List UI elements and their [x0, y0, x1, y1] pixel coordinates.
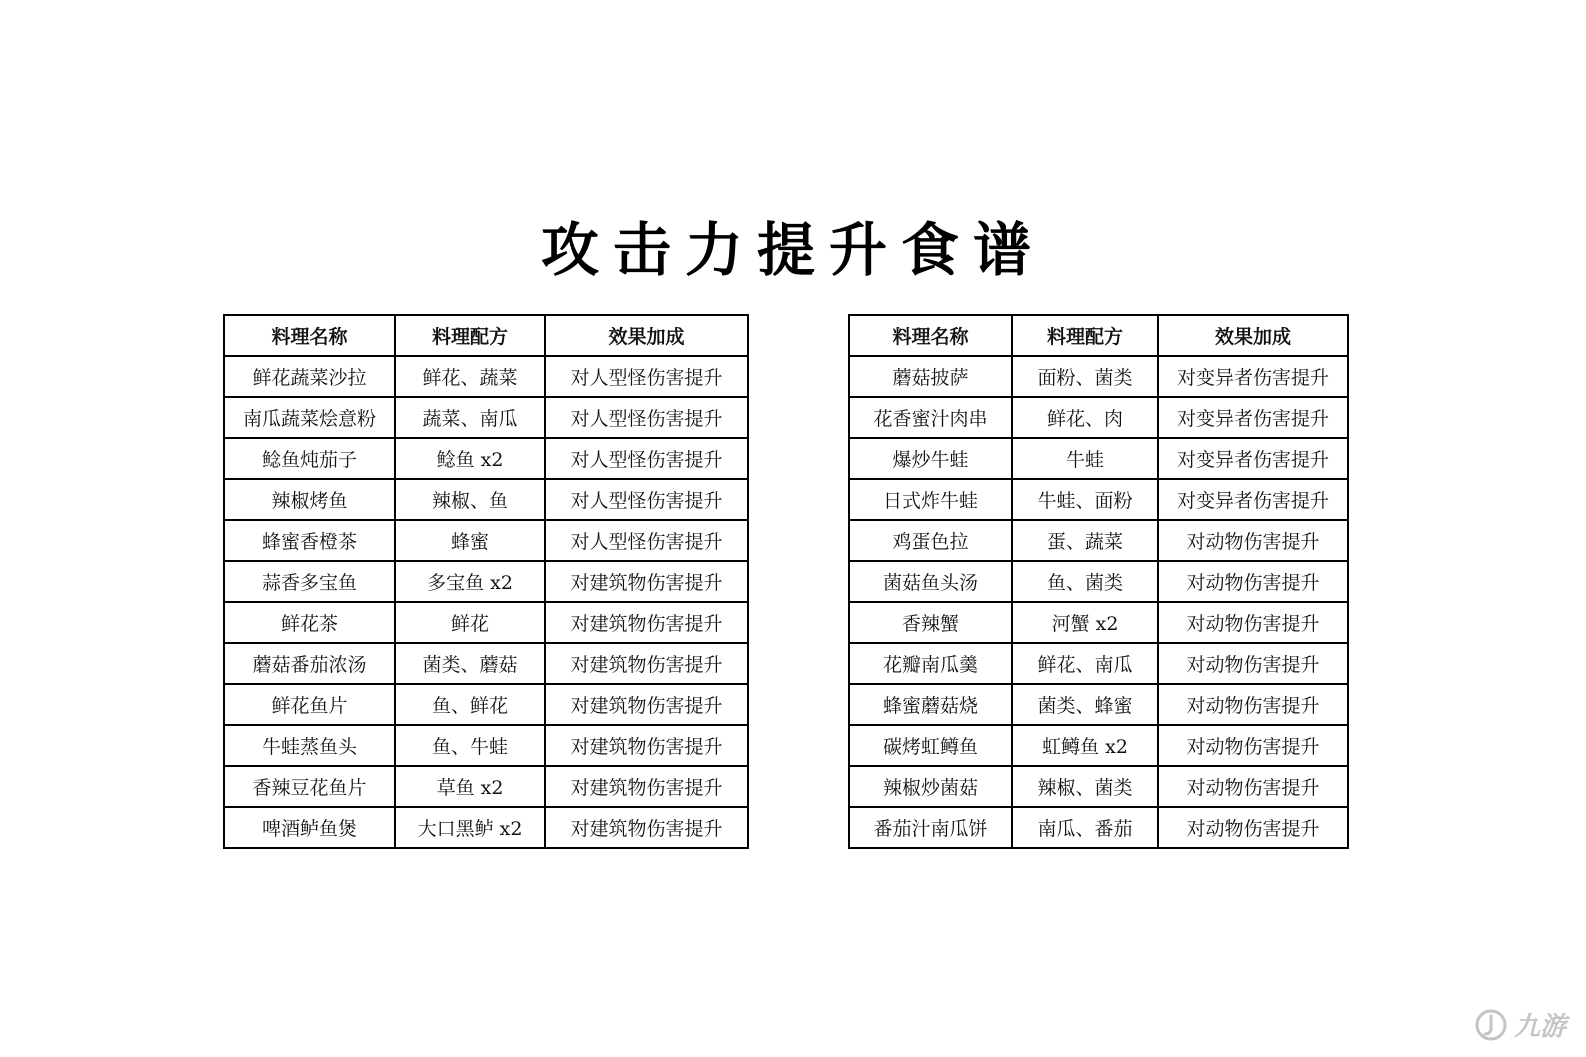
cell-effect: 对人型怪伤害提升	[545, 520, 748, 561]
watermark-text: 九游	[1513, 1012, 1566, 1042]
cell-recipe: 辣椒、菌类	[1012, 766, 1158, 807]
cell-effect: 对人型怪伤害提升	[545, 438, 748, 479]
table-row	[849, 479, 1348, 520]
cell-dish-name: 蒜香多宝鱼	[224, 561, 395, 602]
table-row	[849, 684, 1348, 725]
table-row	[849, 397, 1348, 438]
table-row	[224, 807, 748, 848]
recipe-table-left	[223, 314, 749, 849]
cell-dish-name: 番茄汁南瓜饼	[849, 807, 1012, 848]
header-dish-name: 料理名称	[224, 315, 395, 356]
cell-recipe: 鱼、鲜花	[395, 684, 545, 725]
header-recipe: 料理配方	[395, 315, 545, 356]
table-row	[849, 561, 1348, 602]
cell-recipe: 菌类、蘑菇	[395, 643, 545, 684]
table-row	[224, 561, 748, 602]
table-row	[849, 643, 1348, 684]
cell-effect: 对建筑物伤害提升	[545, 561, 748, 602]
cell-dish-name: 鲜花蔬菜沙拉	[224, 356, 395, 397]
table-row	[224, 602, 748, 643]
table-row	[224, 643, 748, 684]
cell-dish-name: 牛蛙蒸鱼头	[224, 725, 395, 766]
cell-effect: 对建筑物伤害提升	[545, 643, 748, 684]
cell-recipe: 鱼、菌类	[1012, 561, 1158, 602]
cell-recipe: 蔬菜、南瓜	[395, 397, 545, 438]
cell-effect: 对建筑物伤害提升	[545, 766, 748, 807]
cell-dish-name: 鸡蛋色拉	[849, 520, 1012, 561]
cell-dish-name: 菌菇鱼头汤	[849, 561, 1012, 602]
cell-recipe: 辣椒、鱼	[395, 479, 545, 520]
cell-effect: 对动物伤害提升	[1158, 807, 1348, 848]
recipe-table-right	[848, 314, 1349, 849]
cell-recipe: 虹鳟鱼 x2	[1012, 725, 1158, 766]
cell-dish-name: 辣椒炒菌菇	[849, 766, 1012, 807]
table-header-row	[224, 315, 748, 356]
cell-recipe: 鲜花	[395, 602, 545, 643]
page-title: 攻击力提升食谱	[540, 216, 1045, 284]
table-row	[224, 766, 748, 807]
cell-effect: 对建筑物伤害提升	[545, 725, 748, 766]
header-effect: 效果加成	[545, 315, 748, 356]
cell-dish-name: 鲶鱼炖茄子	[224, 438, 395, 479]
cell-effect: 对变异者伤害提升	[1158, 356, 1348, 397]
watermark	[1474, 1006, 1566, 1043]
table-row	[224, 684, 748, 725]
cell-dish-name: 爆炒牛蛙	[849, 438, 1012, 479]
cell-effect: 对人型怪伤害提升	[545, 479, 748, 520]
table-row	[224, 479, 748, 520]
cell-dish-name: 香辣蟹	[849, 602, 1012, 643]
cell-effect: 对建筑物伤害提升	[545, 807, 748, 848]
cell-dish-name: 辣椒烤鱼	[224, 479, 395, 520]
cell-recipe: 南瓜、番茄	[1012, 807, 1158, 848]
cell-effect: 对动物伤害提升	[1158, 725, 1348, 766]
cell-recipe: 蜂蜜	[395, 520, 545, 561]
cell-recipe: 鱼、牛蛙	[395, 725, 545, 766]
cell-recipe: 鲜花、南瓜	[1012, 643, 1158, 684]
cell-dish-name: 花瓣南瓜羹	[849, 643, 1012, 684]
cell-effect: 对变异者伤害提升	[1158, 438, 1348, 479]
cell-recipe: 面粉、菌类	[1012, 356, 1158, 397]
cell-dish-name: 鲜花鱼片	[224, 684, 395, 725]
cell-recipe: 牛蛙、面粉	[1012, 479, 1158, 520]
cell-recipe: 蛋、蔬菜	[1012, 520, 1158, 561]
table-row	[224, 520, 748, 561]
cell-recipe: 牛蛙	[1012, 438, 1158, 479]
cell-recipe: 鲜花、肉	[1012, 397, 1158, 438]
table-row	[849, 356, 1348, 397]
table-row	[849, 602, 1348, 643]
cell-effect: 对动物伤害提升	[1158, 602, 1348, 643]
cell-dish-name: 蜂蜜香橙茶	[224, 520, 395, 561]
cell-recipe: 鲜花、蔬菜	[395, 356, 545, 397]
cell-dish-name: 蜂蜜蘑菇烧	[849, 684, 1012, 725]
cell-dish-name: 日式炸牛蛙	[849, 479, 1012, 520]
header-recipe: 料理配方	[1012, 315, 1158, 356]
cell-effect: 对人型怪伤害提升	[545, 356, 748, 397]
table-row	[849, 438, 1348, 479]
cell-recipe: 大口黑鲈 x2	[395, 807, 545, 848]
cell-effect: 对人型怪伤害提升	[545, 397, 748, 438]
cell-recipe: 多宝鱼 x2	[395, 561, 545, 602]
cell-effect: 对动物伤害提升	[1158, 520, 1348, 561]
cell-effect: 对动物伤害提升	[1158, 643, 1348, 684]
cell-effect: 对变异者伤害提升	[1158, 397, 1348, 438]
table-row	[224, 356, 748, 397]
table-header-row	[849, 315, 1348, 356]
cell-dish-name: 碳烤虹鳟鱼	[849, 725, 1012, 766]
cell-dish-name: 南瓜蔬菜烩意粉	[224, 397, 395, 438]
table-row	[849, 520, 1348, 561]
table-row	[849, 725, 1348, 766]
cell-effect: 对动物伤害提升	[1158, 766, 1348, 807]
cell-effect: 对动物伤害提升	[1158, 561, 1348, 602]
header-effect: 效果加成	[1158, 315, 1348, 356]
cell-dish-name: 香辣豆花鱼片	[224, 766, 395, 807]
table-row	[224, 725, 748, 766]
cell-effect: 对建筑物伤害提升	[545, 602, 748, 643]
cell-dish-name: 鲜花茶	[224, 602, 395, 643]
cell-dish-name: 花香蜜汁肉串	[849, 397, 1012, 438]
table-row	[224, 438, 748, 479]
cell-effect: 对变异者伤害提升	[1158, 479, 1348, 520]
cell-effect: 对建筑物伤害提升	[545, 684, 748, 725]
cell-dish-name: 啤酒鲈鱼煲	[224, 807, 395, 848]
table-row	[849, 766, 1348, 807]
cell-dish-name: 蘑菇披萨	[849, 356, 1012, 397]
jiuyou-logo-icon	[1474, 1008, 1508, 1042]
cell-recipe: 鲶鱼 x2	[395, 438, 545, 479]
cell-recipe: 河蟹 x2	[1012, 602, 1158, 643]
cell-recipe: 草鱼 x2	[395, 766, 545, 807]
table-row	[849, 807, 1348, 848]
header-dish-name: 料理名称	[849, 315, 1012, 356]
table-row	[224, 397, 748, 438]
cell-dish-name: 蘑菇番茄浓汤	[224, 643, 395, 684]
cell-effect: 对动物伤害提升	[1158, 684, 1348, 725]
cell-recipe: 菌类、蜂蜜	[1012, 684, 1158, 725]
